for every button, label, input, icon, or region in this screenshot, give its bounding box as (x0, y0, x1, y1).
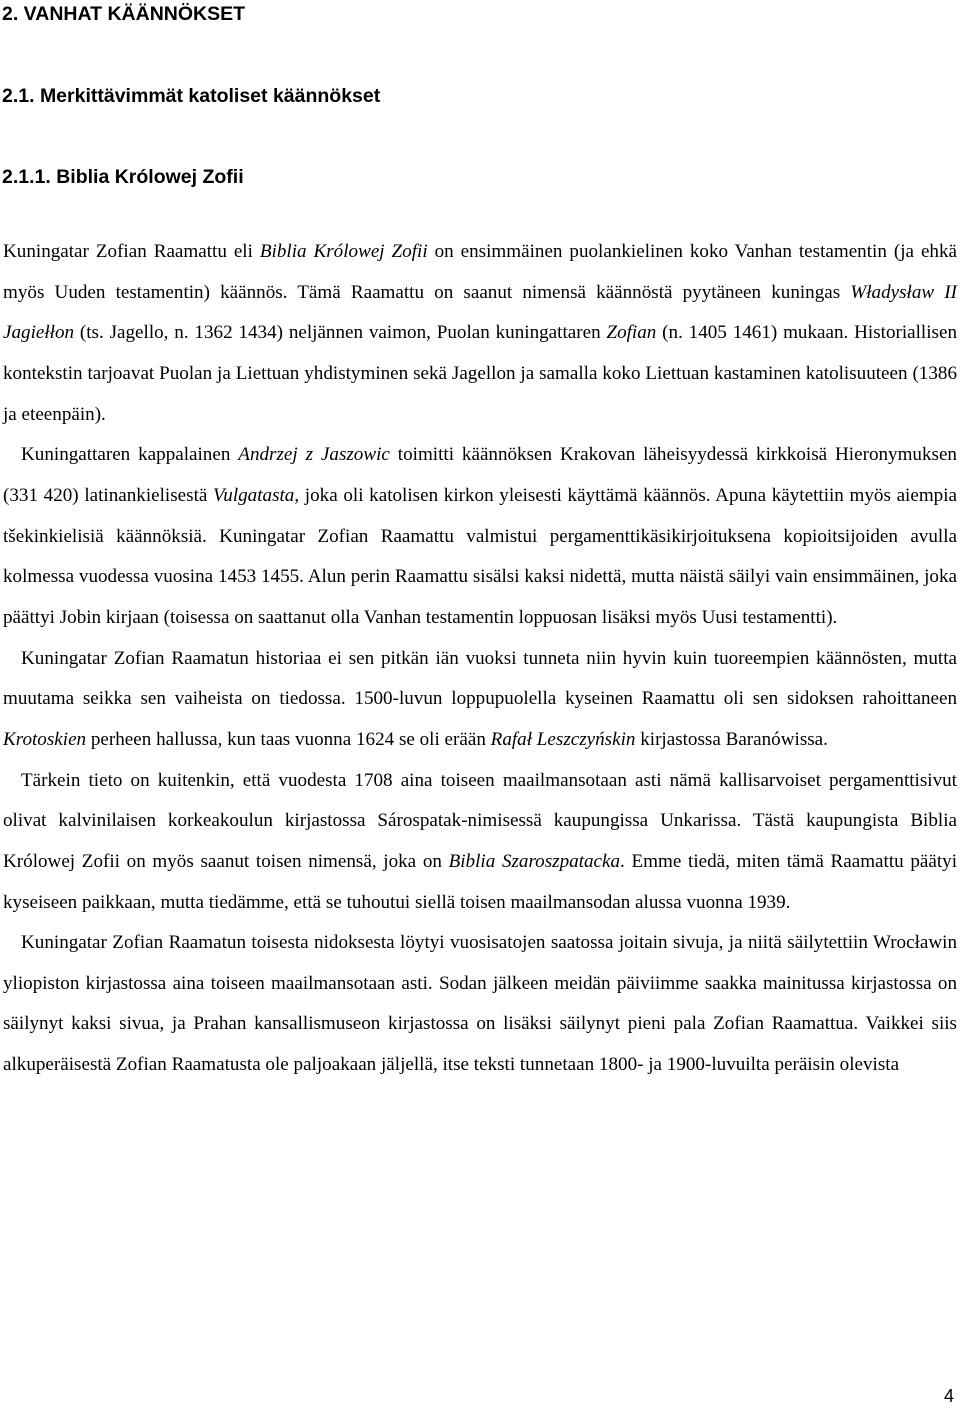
section-heading: 2.1. Merkittävimmät katoliset käännökset (2, 85, 381, 107)
paragraph-3 (3, 639, 957, 761)
p1-name-zofian: Zofian (606, 322, 657, 344)
body-text (3, 232, 957, 1086)
p3-name-krotoskien: Krotoskien (3, 728, 87, 750)
paragraph-1 (3, 232, 957, 435)
p2-text-1: Kuningattaren kappalainen (21, 444, 239, 466)
p1-text-4: (n. 1405 1461) mukaan. Historiallisen kontekstin tarjoavat Puolan ja Liettuan yhdistyminen sekä Jagellon ja samalla koko Liettuan kastaminen katolisuuteen (1386 ja eteenpäin). (3, 322, 957, 425)
page-number: 4 (943, 1386, 954, 1406)
p1-title-biblia: Biblia Królowej Zofii (259, 241, 428, 262)
p2-text-3: , joka oli katolisen kirkon yleisesti käyttämä käännös. Apuna käytettiin myös aiempia tšekinkielisiä käännöksiä. Kuningatar Zofian Raamattu valmistui pergamenttikäsikirjoituksena kopioitsijoiden avulla kolmessa vuodessa vuosina 1453 1455. Alun perin Raamattu sisälsi kaksi nidettä, mutta näistä säilyi vain ensimmäinen, joka päättyi Jobin kirjaan (toisessa on saattanut olla Vanhan testamentin loppuosan lisäksi myös Uusi testamentti). (3, 484, 957, 628)
paragraph-4 (3, 761, 957, 924)
p3-text-2: perheen hallussa, kun taas vuonna 1624 se oli erään (86, 728, 491, 750)
p2-text-2: toimitti käännöksen Krakovan läheisyydessä kirkkoisä Hieronymuksen (331 420) latinankielisestä (3, 444, 957, 506)
p1-text-1: Kuningatar Zofian Raamattu eli (3, 241, 260, 262)
p2-name-andrzej: Andrzej z Jaszowic (238, 444, 390, 466)
paragraph-5 (3, 923, 957, 1086)
p3-text-3: kirjastossa Baranówissa. (635, 728, 828, 750)
p1-text-3: (ts. Jagello, n. 1362 1434) neljännen vaimon, Puolan kuningattaren (74, 322, 607, 344)
p4-text-2: . Emme tiedä, miten tämä Raamattu päätyi kyseiseen paikkaan, mutta tiedämme, että se tuhoutui siellä toisen maailmansodan alussa vuonna 1939. (3, 850, 957, 913)
p5-text-1: Kuningatar Zofian Raamatun toisesta nidoksesta löytyi vuosisatojen saatossa joitain sivuja, ja niitä säilytettiin Wrocławin yliopiston kirjastossa aina toiseen maailmansotaan asti. Sodan jälkeen meidän päiviimme saakka mainitussa kirjastossa on säilynyt kaksi sivua, ja Prahan kansallismuseon kirjastossa on lisäksi säilynyt pieni pala Zofian Raamattua. Vaikkei siis alkuperäisestä Zofian Raamatusta ole paljoakaan jäljellä, itse teksti tunnetaan 1800- ja 1900-luvuilta peräisin olevista (3, 932, 957, 1076)
p3-text-1: Kuningatar Zofian Raamatun historiaa ei sen pitkän iän vuoksi tunneta niin hyvin kuin tuoreempien käännösten, mutta muutama seikka sen vaiheista on tiedossa. 1500-luvun loppupuolella kyseinen Raamattu oli sen sidoksen rahoittaneen (3, 647, 957, 710)
p1-text-2: on ensimmäinen puolankielinen koko Vanhan testamentin (ja ehkä myös Uuden testamentin) käännös. Tämä Raamattu on saanut nimensä käännöstä pyytäneen kuningas (3, 241, 957, 303)
chapter-heading: 2. VANHAT KÄÄNNÖKSET (2, 3, 246, 25)
p1-name-wladyslaw: Władysław II Jagiełłon (3, 281, 957, 344)
p4-text-1: Tärkein tieto on kuitenkin, että vuodesta 1708 aina toiseen maailmansotaan asti nämä kallisarvoiset pergamenttisivut olivat kalvinilaisen korkeakoulun kirjastossa Sárospatak-nimisessä kaupungissa Unkarissa. Tästä kaupungista Biblia Królowej Zofii on myös saanut toisen nimensä, joka on (3, 769, 957, 872)
p3-name-rafal: Rafał Leszczyńskin (490, 728, 636, 750)
subsection-heading: 2.1.1. Biblia Królowej Zofii (2, 166, 244, 188)
p4-title-szaroszpatacka: Biblia Szaroszpatacka (448, 850, 621, 872)
p2-title-vulgata: Vulgatasta (213, 484, 295, 506)
paragraph-2 (3, 435, 957, 638)
